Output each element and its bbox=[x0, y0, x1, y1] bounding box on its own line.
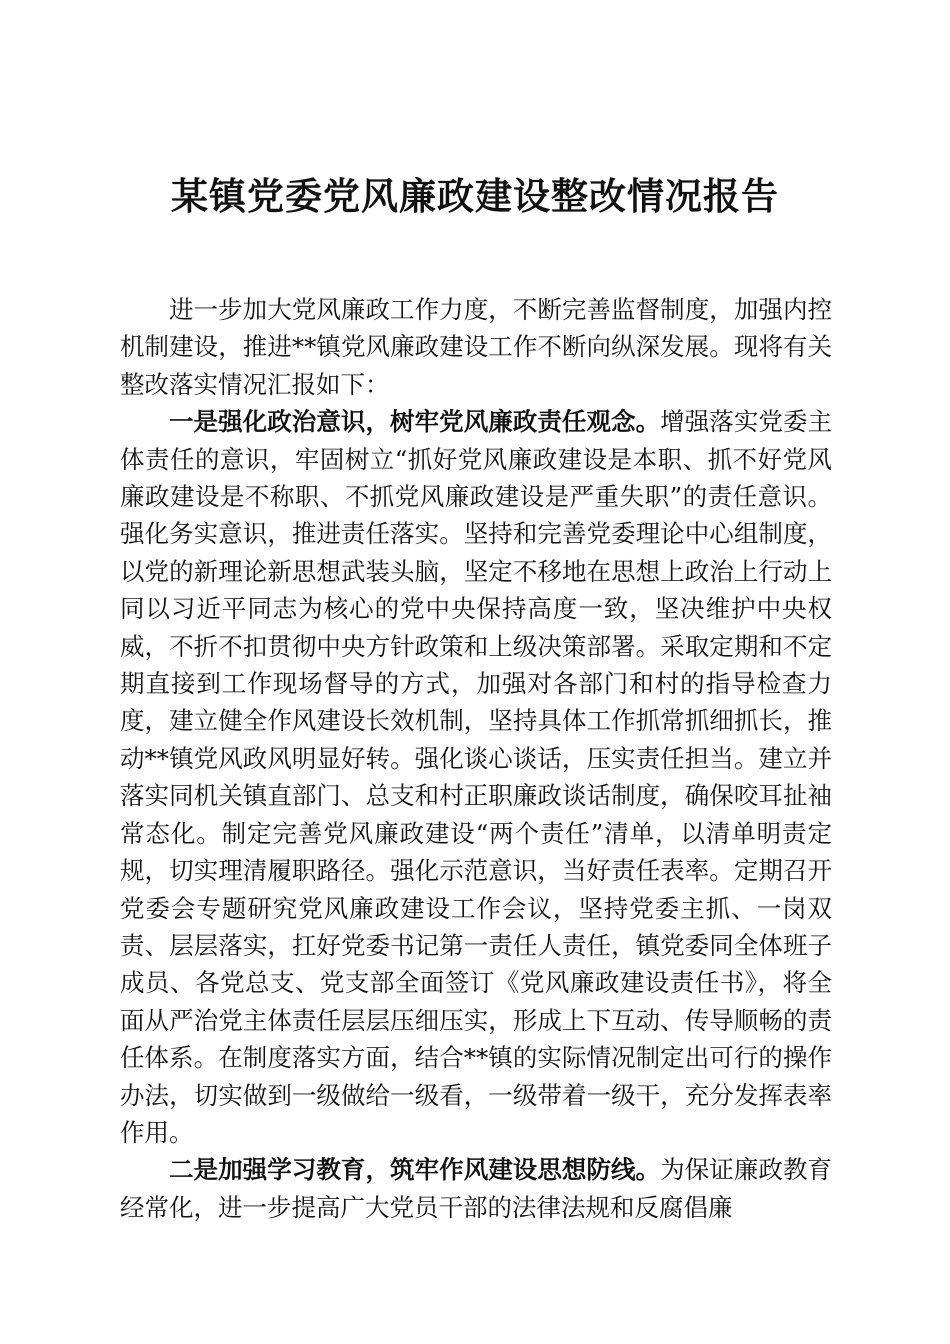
paragraph-point-one-text: 增强落实党委主体责任的意识，牢固树立“抓好党风廉政建设是本职、抓不好党风廉政建设是不称职、不抓党风廉政建设是严重失职”的责任意识。强化务实意识，推进责任落实。坚持和完善党委理论中心组制度，以党的新理论新思想武装头脑，坚定不移地在思想上政治上行动上同以习近平同志为核心的党中央保持高度一致，坚决维护中央权威，不折不扣贯彻中央方针政策和上级决策部署。采取定期和不定期直接到工作现场督导的方式，加强对各部门和村的指导检查力度，建立健全作风建设长效机制，坚持具体工作抓常抓细抓长，推动**镇党风政风明显好转。强化谈心谈话，压实责任担当。建立并落实同机关镇直部门、总支和村正职廉政谈话制度，确保咬耳扯袖常态化。制定完善党风廉政建设“两个责任”清单，以清单明责定规，切实理清履职路径。强化示范意识，当好责任表率。定期召开党委会专题研究党风廉政建设工作会议，坚持党委主抓、一岗双责、层层落实，扛好党委书记第一责任人责任，镇党委同全体班子成员、各党总支、党支部全面签订《党风廉政建设责任书》，将全面从严治党主体责任层层压细压实，形成上下互动、传导顺畅的责任体系。在制度落实方面，结合**镇的实际情况制定出可行的操作办法，切实做到一级做给一级看，一级带着一级干，充分发挥表率作用。 bbox=[120, 407, 833, 1147]
paragraph-point-one bbox=[120, 403, 832, 1151]
paragraph-point-two-text: 为保证廉政教育经常化，进一步提高广大党员干部的法律法规和反腐倡廉 bbox=[120, 1155, 833, 1222]
paragraph-point-two bbox=[120, 1151, 832, 1226]
document-body bbox=[120, 291, 832, 1226]
paragraph-intro-text: 进一步加大党风廉政工作力度，不断完善监督制度，加强内控机制建设，推进**镇党风廉政建设工作不断向纵深发展。现将有关整改落实情况汇报如下： bbox=[120, 295, 832, 399]
document-title: 某镇党委党风廉政建设整改情况报告 bbox=[171, 174, 779, 218]
paragraph-point-two-heading: 二是加强学习教育，筑牢作风建设思想防线。 bbox=[169, 1155, 661, 1185]
paragraph-intro bbox=[120, 291, 832, 403]
paragraph-point-one-heading: 一是强化政治意识，树牢党风廉政责任观念。 bbox=[169, 407, 661, 437]
